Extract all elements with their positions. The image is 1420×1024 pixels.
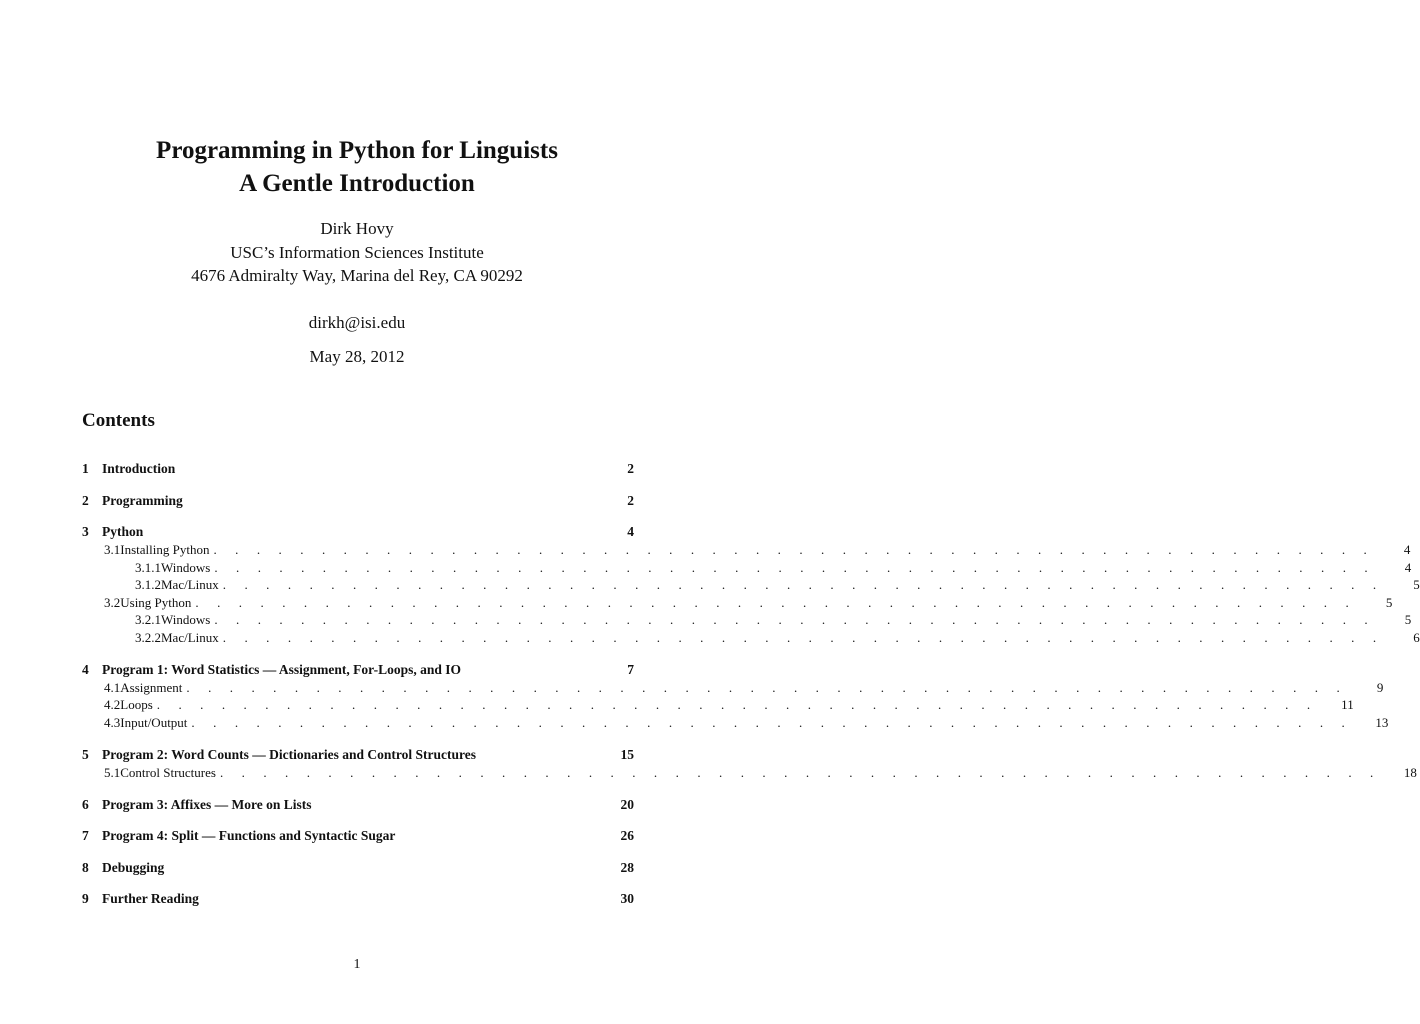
toc-number: 3.1 xyxy=(104,542,121,557)
toc-number: 6 xyxy=(82,796,89,812)
toc-number: 3.2 xyxy=(104,594,121,610)
toc-page: 11 xyxy=(1341,697,1354,712)
toc-title: Programming xyxy=(102,492,183,508)
toc-title: Windows xyxy=(161,559,211,575)
author-address: 4676 Admiralty Way, Marina del Rey, CA 90292 xyxy=(191,266,523,285)
toc-number: 4.3 xyxy=(104,714,121,730)
toc-title: Input/Output xyxy=(120,714,188,730)
toc-title: Program 4: Split — Functions and Syntactic Sugar xyxy=(102,828,396,843)
toc-number: 8 xyxy=(82,859,89,875)
toc-subsection-loops[interactable] xyxy=(82,697,1354,715)
toc-leader-dots: . . . . . . . . . . . . . . . . . . . . . . . . . . . . . . . . . . . . . . . . . . . . . . . . . . . . . . xyxy=(191,714,1353,730)
toc-page: 28 xyxy=(620,859,634,875)
toc-number: 4 xyxy=(82,661,89,677)
toc-title: Python xyxy=(102,524,144,539)
toc-page: 30 xyxy=(620,891,634,906)
title-line-1: Programming in Python for Linguists xyxy=(156,137,558,164)
toc-number: 2 xyxy=(82,492,89,508)
toc-subsection-installing-python[interactable] xyxy=(82,542,1411,560)
toc-section-program-2[interactable] xyxy=(82,747,634,765)
author-name: Dirk Hovy xyxy=(320,219,394,238)
toc-page: 5 xyxy=(1413,577,1420,592)
toc-title: Loops xyxy=(120,697,153,712)
toc-title: Introduction xyxy=(102,461,176,476)
toc-number: 5.1 xyxy=(104,764,121,780)
toc-number: 3.1.2 xyxy=(135,577,161,592)
author-block xyxy=(0,217,714,369)
toc-page: 4 xyxy=(627,524,634,539)
toc-page: 20 xyxy=(620,796,634,812)
toc-section-debugging[interactable] xyxy=(82,860,634,878)
toc-number: 5 xyxy=(82,746,89,762)
toc-page: 15 xyxy=(620,746,634,762)
toc-leader-dots: . . . . . . . . . . . . . . . . . . . . . . . . . . . . . . . . . . . . . . . . . . . . . . . . . . . . . . xyxy=(222,629,1384,645)
toc-page: 18 xyxy=(1403,764,1417,780)
toc-subsection-assignment[interactable] xyxy=(82,679,1384,698)
toc-section-further-reading[interactable] xyxy=(82,891,634,909)
toc-title: Further Reading xyxy=(102,891,199,906)
toc-subsection-input-output[interactable] xyxy=(82,714,1389,733)
toc-subsubsection-windows[interactable] xyxy=(82,559,1412,578)
page-number: 1 xyxy=(353,957,361,972)
toc-number: 1 xyxy=(82,461,89,476)
toc-title: Assignment xyxy=(120,679,183,695)
contents-heading: Contents xyxy=(82,410,155,431)
toc-page: 4 xyxy=(1403,542,1411,557)
toc-subsubsection-windows[interactable] xyxy=(82,612,1412,630)
toc-title: Windows xyxy=(161,612,211,627)
toc-subsubsection-mac-linux[interactable] xyxy=(82,577,1420,595)
toc-leader-dots: . . . . . . . . . . . . . . . . . . . . . . . . . . . . . . . . . . . . . . . . . . . . . . . . . . . . . . xyxy=(213,542,1375,557)
toc-leader-dots: . . . . . . . . . . . . . . . . . . . . . . . . . . . . . . . . . . . . . . . . . . . . . . . . . . . . . . xyxy=(195,594,1357,610)
title-line-2: A Gentle Introduction xyxy=(239,170,475,197)
toc-subsection-control-structures[interactable] xyxy=(82,764,1417,783)
toc-number: 9 xyxy=(82,891,89,906)
toc-page: 4 xyxy=(1404,559,1412,575)
toc-leader-dots: . . . . . . . . . . . . . . . . . . . . . . . . . . . . . . . . . . . . . . . . . . . . . . . . . . . . . . xyxy=(222,577,1384,592)
toc-section-python[interactable] xyxy=(82,524,634,542)
toc-page: 5 xyxy=(1385,594,1393,610)
toc-title: Program 2: Word Counts — Dictionaries and Control Structures xyxy=(102,746,476,762)
toc-page: 7 xyxy=(627,661,634,677)
toc-section-introduction[interactable] xyxy=(82,461,634,479)
toc-title: Program 3: Affixes — More on Lists xyxy=(102,796,312,812)
author-affiliation: USC’s Information Sciences Institute xyxy=(230,242,484,262)
toc-title: Mac/Linux xyxy=(161,577,219,592)
toc-title: Debugging xyxy=(102,859,165,875)
toc-page: 13 xyxy=(1375,714,1389,730)
toc-number: 3.1.1 xyxy=(135,559,161,575)
toc-section-programming[interactable] xyxy=(82,493,634,511)
toc-number: 3.2.1 xyxy=(135,612,161,627)
toc-number: 4.2 xyxy=(104,697,121,712)
toc-leader-dots: . . . . . . . . . . . . . . . . . . . . . . . . . . . . . . . . . . . . . . . . . . . . . . . . . . . . . . xyxy=(219,764,1381,780)
toc-title: Installing Python xyxy=(120,542,210,557)
toc-title: Mac/Linux xyxy=(161,629,219,645)
toc-page: 5 xyxy=(1404,612,1412,627)
toc-page: 6 xyxy=(1413,629,1420,645)
author-email: dirkh@isi.edu xyxy=(308,312,406,332)
toc-page: 2 xyxy=(627,492,634,508)
toc-number: 3.2.2 xyxy=(135,629,161,645)
toc-title: Using Python xyxy=(120,594,192,610)
toc-leader-dots: . . . . . . . . . . . . . . . . . . . . . . . . . . . . . . . . . . . . . . . . . . . . . . . . . . . . . . xyxy=(186,679,1348,695)
document-date: May 28, 2012 xyxy=(309,347,405,366)
toc-title: Program 1: Word Statistics — Assignment, For-Loops, and IO xyxy=(102,661,462,677)
toc-subsection-using-python[interactable] xyxy=(82,594,1393,613)
toc-number: 3 xyxy=(82,524,89,539)
toc-leader-dots: . . . . . . . . . . . . . . . . . . . . . . . . . . . . . . . . . . . . . . . . . . . . . . . . . . . . . . xyxy=(214,559,1376,575)
toc-page: 26 xyxy=(620,828,634,843)
toc-section-program-1[interactable] xyxy=(82,662,634,680)
toc-number: 7 xyxy=(82,828,89,843)
table-of-contents xyxy=(82,461,1420,909)
toc-page: 2 xyxy=(627,461,634,476)
document-title xyxy=(0,134,714,200)
toc-title: Control Structures xyxy=(120,764,216,780)
toc-section-program-3[interactable] xyxy=(82,797,634,815)
toc-number: 4.1 xyxy=(104,679,121,695)
toc-section-program-4[interactable] xyxy=(82,828,634,846)
toc-leader-dots: . . . . . . . . . . . . . . . . . . . . . . . . . . . . . . . . . . . . . . . . . . . . . . . . . . . . . . xyxy=(214,612,1376,627)
toc-page: 9 xyxy=(1376,679,1384,695)
toc-subsubsection-mac-linux[interactable] xyxy=(82,629,1420,648)
toc-leader-dots: . . . . . . . . . . . . . . . . . . . . . . . . . . . . . . . . . . . . . . . . . . . . . . . . . . . . . . xyxy=(156,697,1318,712)
